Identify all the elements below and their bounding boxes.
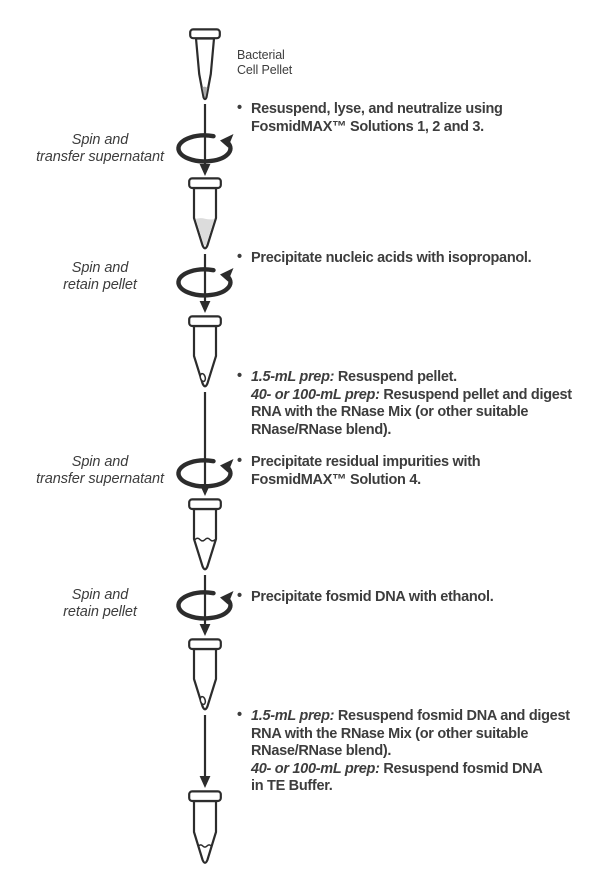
spin-step-label (0, 260, 200, 294)
tube-lysate-supernatant (186, 177, 224, 253)
start-label (237, 48, 292, 78)
tube-cleared-supernatant (186, 498, 224, 574)
bullet-marker: • (237, 249, 242, 265)
step-annotation (237, 708, 570, 796)
annotation-line: Precipitate fosmid DNA with ethanol. (251, 589, 494, 605)
down-arrow (190, 715, 220, 788)
annotation-line: RNase/RNase blend). (251, 421, 392, 438)
annotation-line: 40- or 100-mL prep: Resuspend fosmid DNA (251, 760, 543, 777)
spin-label-line: retain pellet (63, 604, 137, 620)
spin-label-line: transfer supernatant (36, 149, 164, 165)
step-annotation (237, 101, 503, 136)
annotation-line: Precipitate residual impurities with (251, 454, 481, 470)
spin-label-line: Spin and (71, 587, 129, 603)
tube-fosmid-dna-pellet (186, 638, 224, 714)
annotation-line: FosmidMAX™ Solution 4. (251, 471, 421, 488)
annotation-line: RNase/RNase blend). (251, 743, 392, 759)
spin-step-label (0, 587, 200, 621)
bullet-marker: • (237, 100, 242, 116)
annotation-line: 1.5-mL prep: Resuspend pellet. (251, 369, 457, 385)
spin-label-line: Spin and (71, 454, 129, 470)
annotation-line: in TE Buffer. (251, 778, 333, 794)
bullet-marker: • (237, 707, 242, 723)
tube-final-fosmid-dna (186, 790, 224, 868)
annotation-line: RNA with the RNase Mix (or other suitable (251, 725, 529, 742)
tube-bacterial-cell-pellet (186, 28, 224, 104)
bullet-marker: • (237, 453, 242, 469)
spin-step-label (0, 454, 200, 488)
spin-label-line: retain pellet (63, 277, 137, 293)
start-label-line2: Cell Pellet (237, 63, 293, 77)
step-annotation (237, 369, 572, 439)
spin-label-line: transfer supernatant (36, 471, 164, 487)
spin-label-line: Spin and (71, 260, 129, 276)
annotation-line: Resuspend, lyse, and neutralize using (251, 101, 503, 117)
annotation-line: 40- or 100-mL prep: Resuspend pellet and digest (251, 386, 572, 403)
spin-label-line: Spin and (71, 132, 129, 148)
spin-step-label (0, 132, 200, 166)
bullet-marker: • (237, 368, 242, 384)
annotation-line: RNA with the RNase Mix (or other suitable (251, 404, 529, 420)
start-label-line1: Bacterial (237, 48, 285, 62)
step-annotation (237, 589, 493, 607)
bullet-marker: • (237, 588, 242, 604)
annotation-line: 1.5-mL prep: Resuspend fosmid DNA and digest (251, 708, 570, 724)
step-annotation (237, 250, 531, 268)
tube-nucleic-acid-pellet (186, 315, 224, 391)
annotation-line: Precipitate nucleic acids with isopropanol. (251, 250, 532, 266)
step-annotation (237, 454, 480, 489)
annotation-line: FosmidMAX™ Solutions 1, 2 and 3. (251, 118, 484, 135)
